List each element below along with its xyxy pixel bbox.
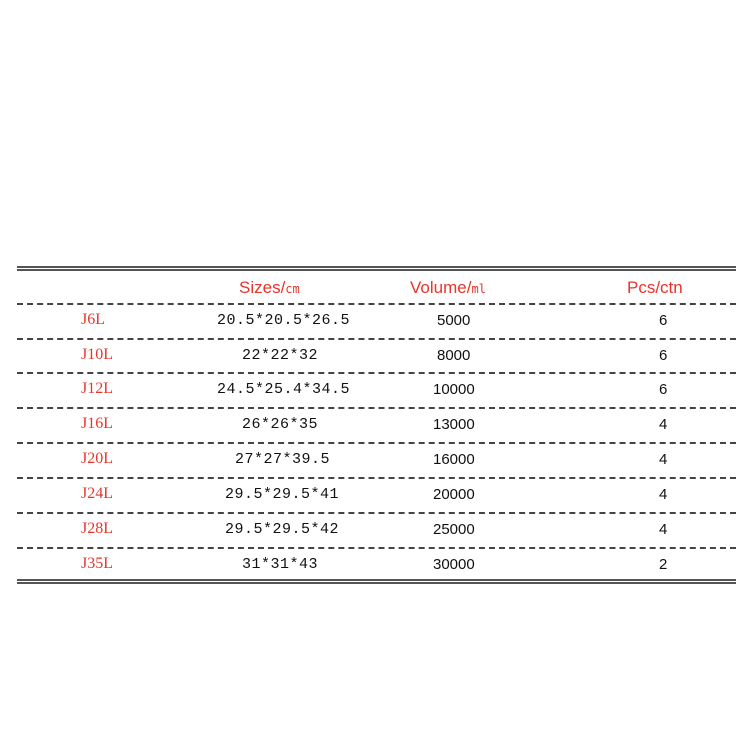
volume-cell: 5000 xyxy=(437,312,471,329)
volume-cell: 10000 xyxy=(433,381,475,398)
model-cell: J16L xyxy=(81,415,113,432)
model-cell: J20L xyxy=(81,450,113,467)
table-row xyxy=(17,549,736,582)
pcs-cell: 4 xyxy=(659,486,668,503)
pcs-cell: 4 xyxy=(659,416,668,433)
table-top-rule xyxy=(17,266,736,271)
table-row xyxy=(17,340,736,373)
table-bottom-rule xyxy=(17,579,736,584)
pcs-cell: 6 xyxy=(659,312,668,329)
volume-cell: 8000 xyxy=(437,347,471,364)
table-row xyxy=(17,374,736,407)
volume-cell: 20000 xyxy=(433,486,475,503)
spec-table xyxy=(17,266,736,584)
model-cell: J24L xyxy=(81,485,113,502)
model-cell: J10L xyxy=(81,346,113,363)
header-sizes: Sizes/cm xyxy=(239,278,300,297)
pcs-cell: 4 xyxy=(659,451,668,468)
size-cell: 26*26*35 xyxy=(242,416,319,433)
table-row xyxy=(17,409,736,442)
volume-cell: 25000 xyxy=(433,521,475,538)
table-row xyxy=(17,479,736,512)
volume-cell: 16000 xyxy=(433,451,475,468)
model-cell: J28L xyxy=(81,520,113,537)
volume-cell: 30000 xyxy=(433,556,475,573)
header-pcs-per-carton: Pcs/ctn xyxy=(627,278,683,297)
volume-cell: 13000 xyxy=(433,416,475,433)
model-cell: J6L xyxy=(81,311,105,328)
pcs-cell: 6 xyxy=(659,381,668,398)
size-cell: 31*31*43 xyxy=(242,556,319,573)
pcs-cell: 6 xyxy=(659,347,668,364)
table-header-row xyxy=(17,274,736,304)
model-cell: J35L xyxy=(81,555,113,572)
table-row xyxy=(17,444,736,477)
header-volume: Volume/ml xyxy=(410,278,486,297)
table-row xyxy=(17,305,736,338)
pcs-cell: 2 xyxy=(659,556,668,573)
pcs-cell: 4 xyxy=(659,521,668,538)
size-cell: 27*27*39.5 xyxy=(235,451,331,468)
size-cell: 24.5*25.4*34.5 xyxy=(217,381,351,398)
table-row xyxy=(17,514,736,547)
size-cell: 29.5*29.5*42 xyxy=(225,521,340,538)
size-cell: 20.5*20.5*26.5 xyxy=(217,312,351,329)
model-cell: J12L xyxy=(81,380,113,397)
size-cell: 22*22*32 xyxy=(242,347,319,364)
size-cell: 29.5*29.5*41 xyxy=(225,486,340,503)
